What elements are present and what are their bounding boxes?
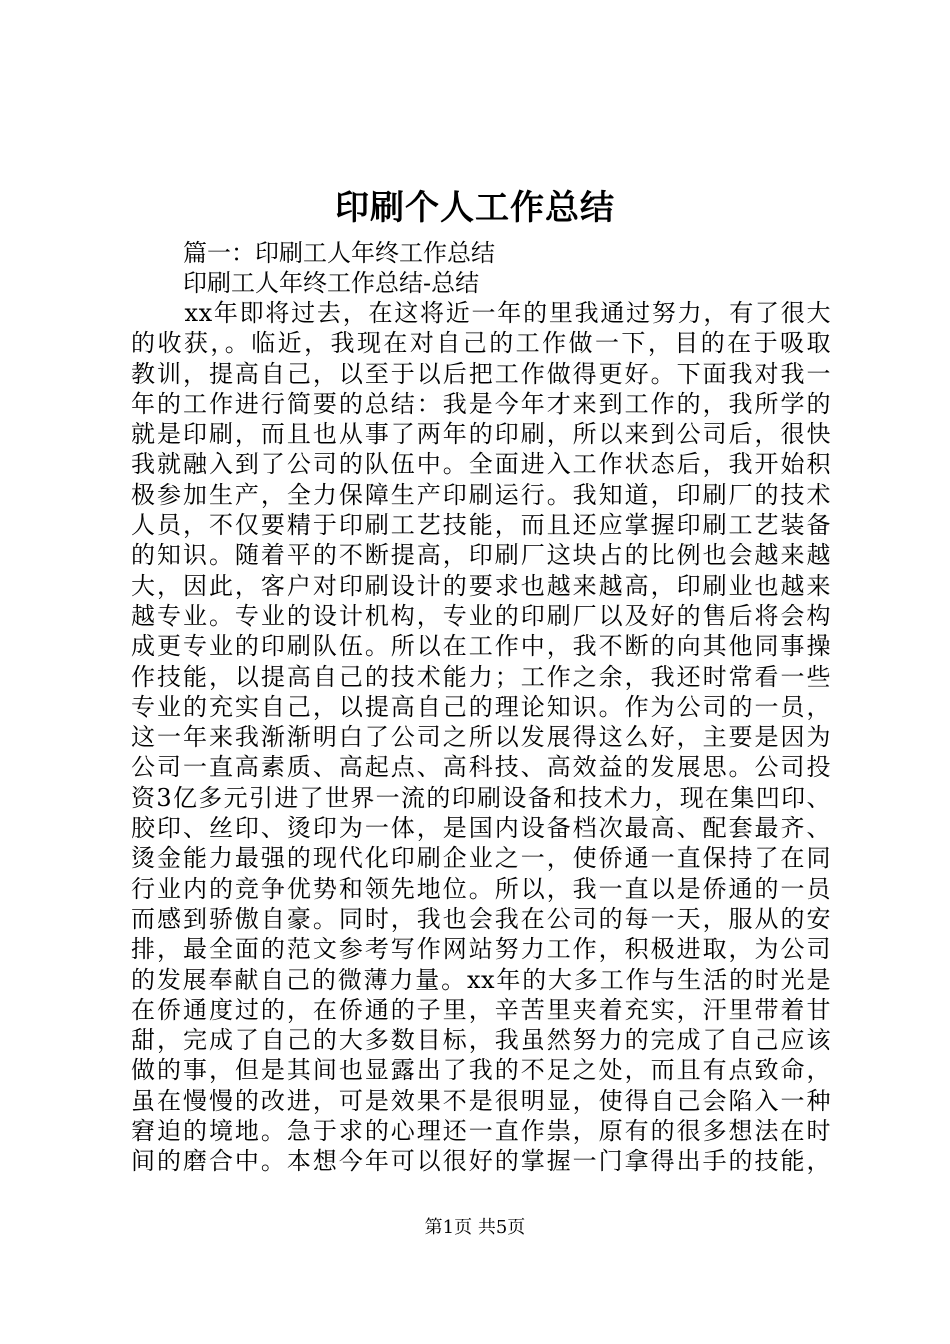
body-line: 教训，提高自己，以至于以后把工作做得更好。下面我对我一: [131, 359, 831, 388]
body-line: 我就融入到了公司的队伍中。全面进入工作状态后，我开始积: [131, 450, 831, 479]
body-line: 的收获，。临近，我现在对自己的工作做一下，目的在于吸取: [131, 329, 831, 358]
body-line: 窘迫的境地。急于求的心理还一直作祟，原有的很多想法在时: [131, 1117, 831, 1146]
subheading-2: 印刷工人年终工作总结-总结: [183, 269, 480, 297]
body-line: 极参加生产，全力保障生产印刷运行。我知道，印刷厂的技术: [131, 480, 831, 509]
body-line: 大，因此，客户对印刷设计的要求也越来越高，印刷业也越来: [131, 571, 831, 600]
body-line: 公司一直高素质、高起点、高科技、高效益的发展思。公司投: [131, 753, 831, 782]
body-line: 这一年来我渐渐明白了公司之所以发展得这么好，主要是因为: [131, 723, 831, 752]
body-line: 虽在慢慢的改进，可是效果不是很明显，使得自己会陷入一种: [131, 1086, 831, 1115]
page-footer: 第1页 共5页: [424, 1217, 526, 1238]
body-line: 资3亿多元引进了世界一流的印刷设备和技术力，现在集凹印、: [131, 783, 831, 812]
body-line: 专业的充实自己，以提高自己的理论知识。作为公司的一员，: [131, 692, 831, 721]
body-line: 作技能，以提高自己的技术能力；工作之余，我还时常看一些: [131, 662, 831, 691]
body-line: 人员，不仅要精于印刷工艺技能，而且还应掌握印刷工艺装备: [131, 511, 831, 540]
body-line: 排，最全面的范文参考写作网站努力工作，积极进取，为公司: [131, 935, 831, 964]
body-line: 胶印、丝印、烫印为一体，是国内设备档次最高、配套最齐、: [131, 814, 831, 843]
body-line: 做的事，但是其间也显露出了我的不足之处，而且有点致命，: [131, 1056, 831, 1085]
body-line: 的发展奉献自己的微薄力量。xx年的大多工作与生活的时光是: [131, 965, 831, 994]
body-line: 的知识。随着平的不断提高，印刷厂这块占的比例也会越来越: [131, 541, 831, 570]
body-line: 间的磨合中。本想今年可以很好的掌握一门拿得出手的技能，: [131, 1147, 831, 1176]
subheading-1: 篇一：印刷工人年终工作总结: [183, 239, 495, 267]
document-title: 印刷个人工作总结: [335, 188, 615, 228]
body-line: 越专业。专业的设计机构，专业的印刷厂以及好的售后将会构: [131, 601, 831, 630]
body-line: xx年即将过去，在这将近一年的里我通过努力，有了很大: [133, 299, 831, 327]
body-line: 烫金能力最强的现代化印刷企业之一，使侨通一直保持了在同: [131, 844, 831, 873]
body-line: 而感到骄傲自豪。同时，我也会我在公司的每一天，服从的安: [131, 904, 831, 933]
body-text: [131, 298, 831, 1177]
body-line: 就是印刷，而且也从事了两年的印刷，所以来到公司后，很快: [131, 420, 831, 449]
body-line: 行业内的竞争优势和领先地位。所以，我一直以是侨通的一员: [131, 874, 831, 903]
body-line: 甜，完成了自己的大多数目标，我虽然努力的完成了自己应该: [131, 1026, 831, 1055]
body-line: 年的工作进行简要的总结：我是今年才来到工作的，我所学的: [131, 389, 831, 418]
body-line: 成更专业的印刷队伍。所以在工作中，我不断的向其他同事操: [131, 632, 831, 661]
body-line: 在侨通度过的，在侨通的子里，辛苦里夹着充实，汗里带着甘: [131, 995, 831, 1024]
